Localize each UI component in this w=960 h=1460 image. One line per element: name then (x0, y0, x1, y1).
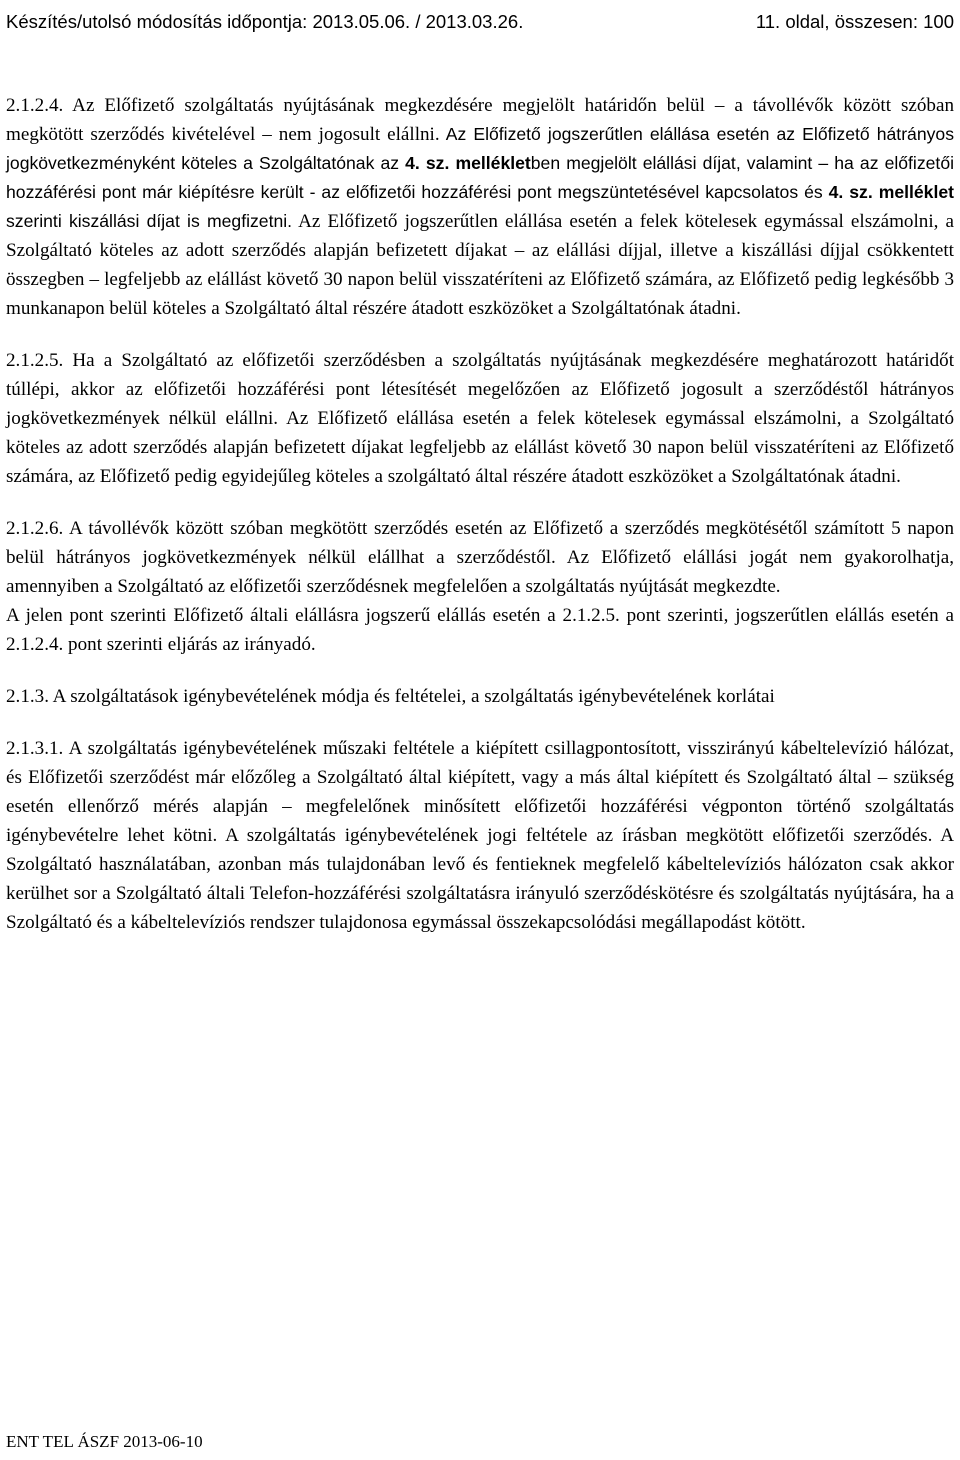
paragraph-2-1-2-4-tail: Az Előfizető jogszerűtlen elállása esetén a felek kötelesek egymással elszámolni, a Szolgáltató köteles az adott szerződés alapján befizetett díjakat – az elállási díjjal, illetve a kiszállási díjjal csökkentett összegben – legfeljebb az elállást követő 30 napon belül visszatéríteni az Előfizető számára, az Előfizető pedig legkésőbb 3 munkanapon belül köteles a Szolgáltató által részére átadott eszközöket a Szolgáltatónak átadni. (6, 211, 954, 319)
paragraph-applicable-procedure: A jelen pont szerinti Előfizető általi elállásra jogszerű elállás esetén a 2.1.2.5. pont szerinti, jogszerűtlen elállás esetén a 2.1.2.4. pont szerinti eljárás az irányadó. (6, 605, 954, 655)
paragraph-2-1-3-1: 2.1.3.1. A szolgáltatás igénybevételének műszaki feltétele a kiépített csillagpontosított, visszirányú kábeltelevízió hálózat, és Előfizetői szerződést már előzőleg a Szolgáltató által kiépített, vagy a más által kiépített és Szolgáltató által – szükség esetén ellenőrző mérés alapján – megfelelőnek minősített előfizetői hozzáférési végponton történő szolgáltatás igénybevételre lehet kötni. A szolgáltatás igénybevételének jogi feltétele az írásban megkötött előfizetői szerződés. A Szolgáltató használatában, azonban más tulajdonában levő és fentieknek megfelelő kábeltelevíziós hálózaton csak akkor kerülhet sor a Szolgáltató általi Telefon-hozzáférési szolgáltatásra irányuló szerződéskötésre és szolgáltatás nyújtására, ha a Szolgáltató és a kábeltelevíziós rendszer tulajdonosa egymással összekapcsolódási megállapodást kötött. (6, 738, 954, 933)
annex-reference-1: 4. sz. melléklet (405, 153, 531, 173)
header-page-count: 11. oldal, összesen: 100 (755, 11, 954, 32)
paragraph-2-1-2-4-lead: 2.1.2.4. Az Előfizető szolgáltatás nyújtásának megkezdésére megjelölt határidőn belül – a távollévők között szóban megkötött szerződés kivételével – nem jogosult elállni. (6, 95, 954, 145)
header-date: Készítés/utolsó módosítás időpontja: 2013.05.06. / 2013.03.26. (6, 11, 524, 32)
paragraph-2-1-2-5: 2.1.2.5. Ha a Szolgáltató az előfizetői szerződésben a szolgáltatás nyújtásának megkezdésére meghatározott határidőt túllépi, akkor az előfizetői hozzáférési pont létesítését megelőzően az Előfizető jogosult a szerződéstől hátrányos jogkövetkezmények nélkül elállni. Az Előfizető elállása esetén a felek kötelesek egymással elszámolni, a Szolgáltató köteles az adott szerződés alapján befizetett díjakat legfeljebb az elállást követő 30 napon belül visszatéríteni az Előfizető számára, az Előfizető pedig egyidejűleg köteles a szolgáltató által részére átadott eszközöket a Szolgáltatónak átadni. (6, 350, 954, 487)
page-footer: ENT TEL ÁSZF 2013-06-10 (6, 1432, 203, 1451)
paragraph-2-1-2-4-sans-2: ben megjelölt elállási díjat, valamint – ha az előfizetői hozzáférési pont már kiépítésre került - az előfizetői hozzáférési pont megszüntetésével kapcsolatos és (6, 153, 955, 202)
paragraph-2-1-2-4-sans-3: szerinti kiszállási díjat is megfizetni. (6, 211, 293, 231)
paragraph-2-1-2-4 (6, 91, 954, 323)
document-body (6, 91, 954, 937)
section-heading-2-1-3: 2.1.3. A szolgáltatások igénybevételének módja és feltételei, a szolgáltatás igénybevételének korlátai (6, 686, 775, 707)
paragraph-2-1-2-4-sans-1: Az Előfizető jogszerűtlen elállása esetén az Előfizető hátrányos jogkövetkezményként köteles a Szolgáltatónak az (6, 124, 955, 173)
paragraph-2-1-2-6: 2.1.2.6. A távollévők között szóban megkötött szerződés esetén az Előfizető a szerződés megkötésétől számított 5 napon belül hátrányos jogkövetkezmények nélkül elállhat a szerződéstől. Az Előfizető elállási jogát nem gyakorolhatja, amennyiben a Szolgáltató az előfizetői szerződésnek megfelelően a szolgáltatás nyújtását megkezdte. (6, 518, 954, 597)
annex-reference-2: 4. sz. melléklet (828, 182, 955, 202)
page-header (6, 8, 954, 36)
